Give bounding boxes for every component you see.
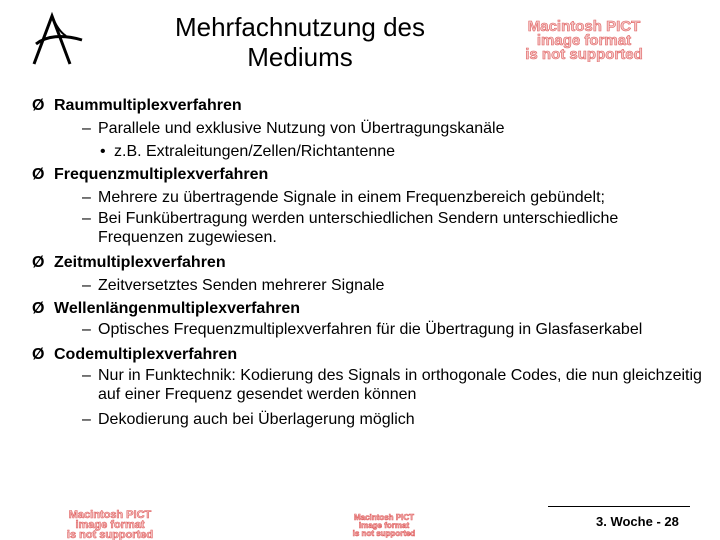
slide-content <box>32 94 702 431</box>
sub-bullet <box>32 274 702 297</box>
sub-bullet <box>32 366 702 404</box>
sub-bullet-label: Parallele und exklusive Nutzung von Übertragungskanäle <box>98 120 505 137</box>
pict-placeholder-image <box>468 18 700 62</box>
arrow-bullet-icon: Ø <box>32 254 45 271</box>
slide-title-line-1: Mehrfachnutzung des <box>174 12 426 42</box>
dash-bullet-icon: – <box>82 210 91 227</box>
arrow-bullet-icon: Ø <box>32 166 45 183</box>
sub-bullet-label: Bei Funkübertragung werden unterschiedlichen Sendern unterschiedliche Frequenzen zugewiesen. <box>98 210 619 246</box>
bullet-label: Zeitmultiplexverfahren <box>54 254 226 271</box>
arrow-bullet-icon: Ø <box>32 346 45 363</box>
bullet-label: Frequenzmultiplexverfahren <box>54 166 269 183</box>
dash-bullet-icon: – <box>82 367 91 384</box>
sub-bullet-label: Optisches Frequenzmultiplexverfahren für die Übertragung in Glasfaserkabel <box>98 321 643 338</box>
pict-left-line-1: Macintosh PICT <box>68 509 152 521</box>
sub-bullet-label: Dekodierung auch bei Überlagerung möglich <box>98 411 415 428</box>
sub-bullet <box>32 320 702 339</box>
arrow-bullet-icon: Ø <box>32 300 45 317</box>
pict-placeholder-image-center <box>328 512 440 538</box>
pict-center-line-3: is not supported <box>352 529 416 538</box>
dash-bullet-icon: – <box>82 189 91 206</box>
logo-icon <box>26 10 86 66</box>
pict-line-3: is not supported <box>525 46 643 62</box>
arrow-bullet-icon: Ø <box>32 97 45 114</box>
sub-sub-bullet <box>32 140 702 163</box>
slide-title-line-2: Mediums <box>247 42 353 72</box>
slide-title <box>130 12 470 72</box>
pict-left-line-3: is not supported <box>66 529 154 540</box>
footer-divider <box>548 506 690 507</box>
bullet-codemultiplex <box>32 343 702 366</box>
bullet-label: Wellenlängenmultiplexverfahren <box>54 300 300 317</box>
dash-bullet-icon: – <box>82 120 91 137</box>
dot-bullet-icon: • <box>100 143 106 160</box>
pict-left-line-2: image format <box>75 519 145 531</box>
sub-bullet-label: Nur in Funktechnik: Kodierung des Signals in orthogonale Codes, die nun gleichzeitig auf einer Frequenz gesendet werden können <box>98 367 702 403</box>
pict-center-line-2: image format <box>358 521 410 530</box>
bullet-label: Raummultiplexverfahren <box>54 97 242 114</box>
bullet-zeitmultiplex <box>32 251 702 274</box>
bullet-raummultiplex <box>32 94 702 117</box>
bullet-label: Codemultiplexverfahren <box>54 346 238 363</box>
bullet-wellenlaengenmultiplex <box>32 297 702 320</box>
pict-line-1: Macintosh PICT <box>527 18 641 35</box>
sub-bullet <box>32 117 702 140</box>
slide-footer: 3. Woche - 28 <box>596 514 679 529</box>
dash-bullet-icon: – <box>82 321 91 338</box>
sub-bullet-label: Mehrere zu übertragende Signale in einem Frequenzbereich gebündelt; <box>98 189 605 206</box>
sub-bullet <box>32 209 702 247</box>
pict-line-2: image format <box>536 32 632 49</box>
pict-center-line-1: Macintosh PICT <box>353 513 415 522</box>
bullet-frequenzmultiplex <box>32 163 702 186</box>
sub-bullet <box>32 408 702 431</box>
pict-placeholder-image-left <box>20 508 200 540</box>
dash-bullet-icon: – <box>82 277 91 294</box>
sub-sub-bullet-label: z.B. Extraleitungen/Zellen/Richtantenne <box>114 143 396 160</box>
dash-bullet-icon: – <box>82 411 91 428</box>
sub-bullet <box>32 186 702 209</box>
sub-bullet-label: Zeitversetztes Senden mehrerer Signale <box>98 277 385 294</box>
